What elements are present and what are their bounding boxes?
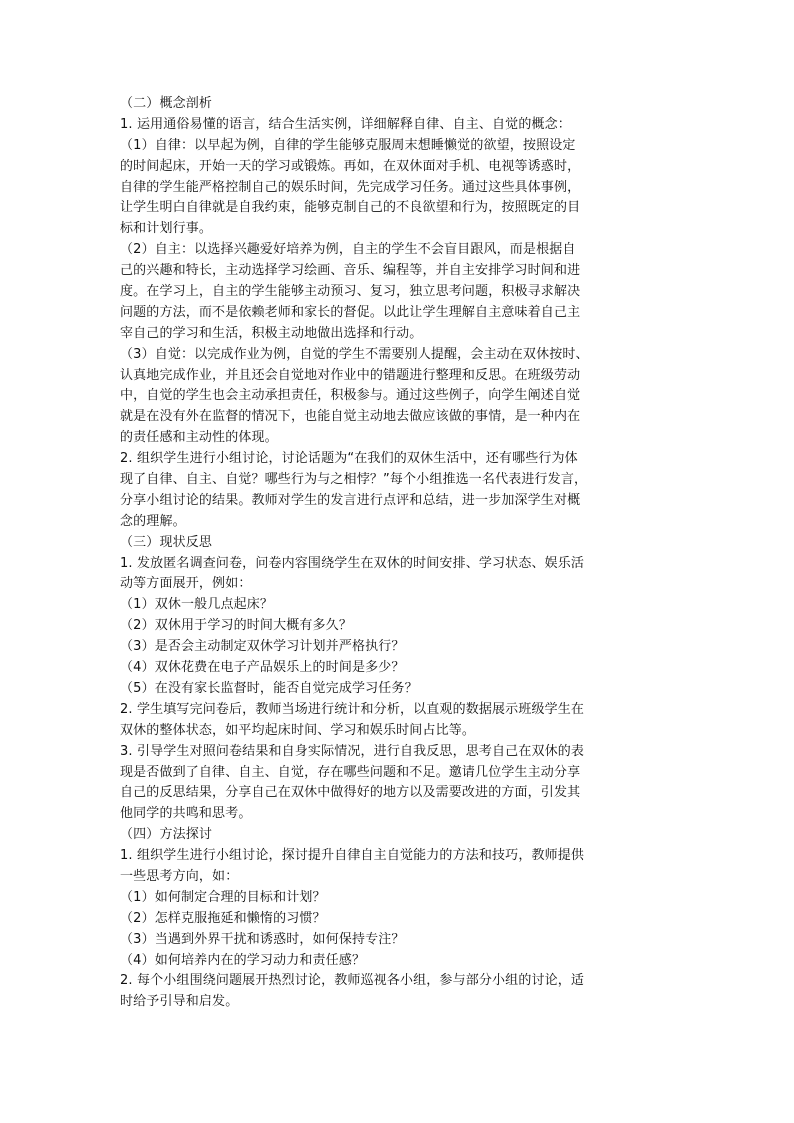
paragraph-line: 中，自觉的学生也会主动承担责任，积极参与。通过这些例子，向学生阐述自觉 [120, 388, 581, 404]
section-heading-reflection: （三）现状反思 [120, 534, 213, 550]
paragraph-line: 一些思考方向，如： [120, 868, 239, 884]
paragraph-line: 2. 组织学生进行小组讨论，讨论话题为“在我们的双休生活中，还有哪些行为体 [120, 451, 578, 467]
paragraph-line: 分享小组讨论的结果。教师对学生的发言进行点评和总结，进一步加深学生对概 [120, 492, 581, 508]
question-item: （5）在没有家长监督时，能否自觉完成学习任务？ [120, 680, 418, 696]
question-item: （2）怎样克服拖延和懒惰的习惯？ [120, 910, 326, 926]
question-item: （4）如何培养内在的学习动力和责任感？ [120, 952, 366, 968]
paragraph-line: 己的兴趣和特长，主动选择学习绘画、音乐、编程等，并自主安排学习时间和进 [120, 263, 581, 279]
paragraph-line: 3. 引导学生对照问卷结果和自身实际情况，进行自我反思，思考自己在双休的表 [120, 743, 585, 759]
paragraph-line: （3）自觉：以完成作业为例，自觉的学生不需要别人提醒，会主动在双休按时、 [120, 346, 589, 362]
paragraph-line: 1. 发放匿名调查问卷，问卷内容围绕学生在双休的时间安排、学习状态、娱乐活 [120, 555, 585, 571]
question-item: （1）双休一般几点起床？ [120, 597, 274, 613]
paragraph-line: 认真地完成作业，并且还会自觉地对作业中的错题进行整理和反思。在班级劳动 [120, 367, 581, 383]
question-item: （1）如何制定合理的目标和计划？ [120, 889, 326, 905]
paragraph-line: 时给予引导和启发。 [120, 994, 239, 1010]
paragraph-line: 的时间起床，开始一天的学习或锻炼。再如，在双休面对手机、电视等诱惑时， [120, 158, 581, 174]
paragraph-line: 让学生明白自律就是自我约束，能够克制自己的不良欲望和行为，按照既定的目 [120, 200, 581, 216]
paragraph-line: 2. 学生填写完问卷后，教师当场进行统计和分析，以直观的数据展示班级学生在 [120, 701, 585, 717]
paragraph-line: 念的理解。 [120, 513, 186, 529]
paragraph-line: 度。在学习上，自主的学生能够主动预习、复习，独立思考问题，积极寻求解决 [120, 284, 581, 300]
paragraph-line: 他同学的共鸣和思考。 [120, 806, 252, 822]
paragraph-line: 就是在没有外在监督的情况下，也能自觉主动地去做应该做的事情，是一种内在 [120, 409, 581, 425]
question-item: （3）是否会主动制定双休学习计划并严格执行？ [120, 639, 405, 655]
paragraph-line: 现是否做到了自律、自主、自觉，存在哪些问题和不足。邀请几位学生主动分享 [120, 764, 581, 780]
paragraph-line: 2. 每个小组围绕问题展开热烈讨论，教师巡视各小组，参与部分小组的讨论，适 [120, 973, 585, 989]
section-heading-methods: （四）方法探讨 [120, 827, 213, 843]
question-item: （2）双休用于学习的时间大概有多久？ [120, 618, 352, 634]
section-heading-concept: （二）概念剖析 [120, 96, 213, 111]
paragraph-line: （1）自律：以早起为例，自律的学生能够克服周末想睡懒觉的欲望，按照设定 [120, 137, 576, 153]
question-item: （3）当遇到外界干扰和诱惑时，如何保持专注？ [120, 931, 405, 947]
paragraph-line: （2）自主：以选择兴趣爱好培养为例，自主的学生不会盲目跟风，而是根据自 [120, 242, 576, 258]
document-page [120, 94, 680, 1013]
paragraph-line: 的责任感和主动性的体现。 [120, 430, 278, 446]
paragraph-line: 1. 运用通俗易懂的语言，结合生活实例，详细解释自律、自主、自觉的概念： [120, 116, 571, 132]
paragraph-line: 双休的整体状态，如平均起床时间、学习和娱乐时间占比等。 [120, 722, 476, 738]
paragraph-line: 现了自律、自主、自觉？哪些行为与之相悖？”每个小组推选一名代表进行发言， [120, 472, 588, 488]
paragraph-line: 自己的反思结果，分享自己在双休中做得好的地方以及需要改进的方面，引发其 [120, 785, 581, 801]
paragraph-line: 标和计划行事。 [120, 221, 213, 237]
paragraph-line: 动等方面展开，例如： [120, 576, 252, 592]
paragraph-line: 1. 组织学生进行小组讨论，探讨提升自律自主自觉能力的方法和技巧，教师提供 [120, 848, 585, 864]
question-item: （4）双休花费在电子产品娱乐上的时间是多少？ [120, 660, 405, 676]
paragraph-line: 自律的学生能严格控制自己的娱乐时间，先完成学习任务。通过这些具体事例， [120, 179, 581, 195]
paragraph-line: 问题的方法，而不是依赖老师和家长的督促。以此让学生理解自主意味着自己主 [120, 304, 581, 320]
paragraph-line: 宰自己的学习和生活，积极主动地做出选择和行动。 [120, 325, 423, 341]
